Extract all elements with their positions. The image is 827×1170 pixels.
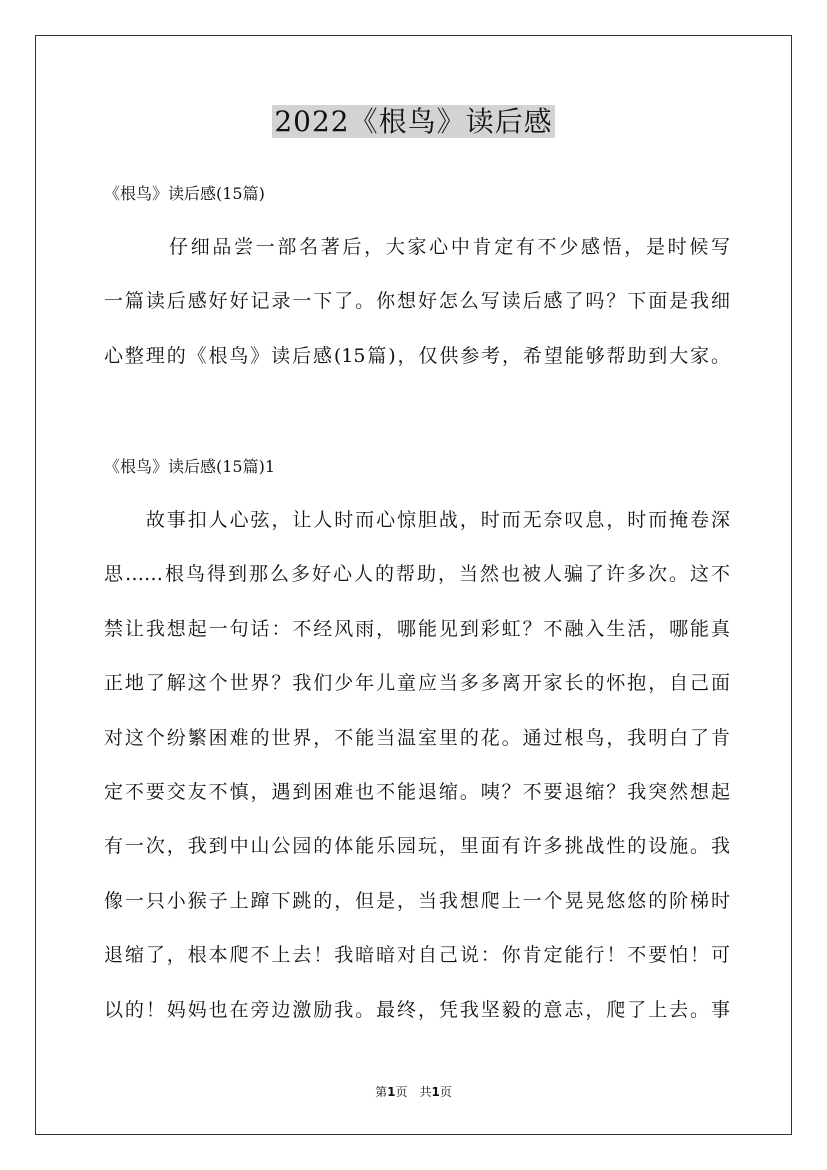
document-subtitle: 《根鸟》读后感(15篇) bbox=[104, 184, 265, 203]
page-footer bbox=[0, 1084, 827, 1100]
text-line: 禁让我想起一句话：不经风雨，哪能见到彩虹？不融入生活，哪能真 bbox=[104, 617, 730, 640]
document-title bbox=[0, 102, 827, 142]
text-line: 定不要交友不慎，遇到困难也不能退缩。咦？不要退缩？我突然想起 bbox=[104, 780, 730, 803]
intro-paragraph bbox=[104, 220, 730, 383]
text-line: 对这个纷繁困难的世界，不能当温室里的花。通过根鸟，我明白了肯 bbox=[104, 726, 730, 749]
footer-mid: 页 共 bbox=[395, 1085, 432, 1099]
footer-suffix: 页 bbox=[439, 1085, 452, 1099]
text-line: 仔细品尝一部名著后，大家心中肯定有不少感悟，是时候写 bbox=[104, 236, 730, 258]
document-title-text: 2022《根鸟》读后感 bbox=[274, 105, 553, 138]
body-paragraph bbox=[104, 493, 730, 1037]
footer-total-pages: 1 bbox=[431, 1085, 440, 1099]
text-line: 有一次，我到中山公园的体能乐园玩，里面有许多挑战性的设施。我 bbox=[104, 835, 730, 858]
text-line: 正地了解这个世界？我们少年儿童应当多多离开家长的怀抱，自己面 bbox=[104, 672, 730, 695]
footer-current-page: 1 bbox=[387, 1085, 396, 1099]
text-line: 以的！妈妈也在旁边激励我。最终，凭我坚毅的意志，爬了上去。事 bbox=[104, 998, 730, 1021]
text-line: 退缩了，根本爬不上去！我暗暗对自己说：你肯定能行！不要怕！可 bbox=[104, 944, 730, 967]
section-heading: 《根鸟》读后感(15篇)1 bbox=[104, 457, 276, 476]
text-line: 像一只小猴子上蹿下跳的，但是，当我想爬上一个晃晃悠悠的阶梯时 bbox=[104, 889, 730, 912]
text-line: 故事扣人心弦，让人时而心惊胆战，时而无奈叹息，时而掩卷深 bbox=[104, 509, 730, 531]
footer-prefix: 第 bbox=[375, 1085, 388, 1099]
text-line: 思……根鸟得到那么多好心人的帮助，当然也被人骗了许多次。这不 bbox=[104, 563, 730, 586]
text-line: 一篇读后感好好记录一下了。你想好怎么写读后感了吗？下面是我细 bbox=[104, 290, 730, 313]
text-line: 心整理的《根鸟》读后感(15篇)，仅供参考，希望能够帮助到大家。 bbox=[104, 344, 730, 367]
